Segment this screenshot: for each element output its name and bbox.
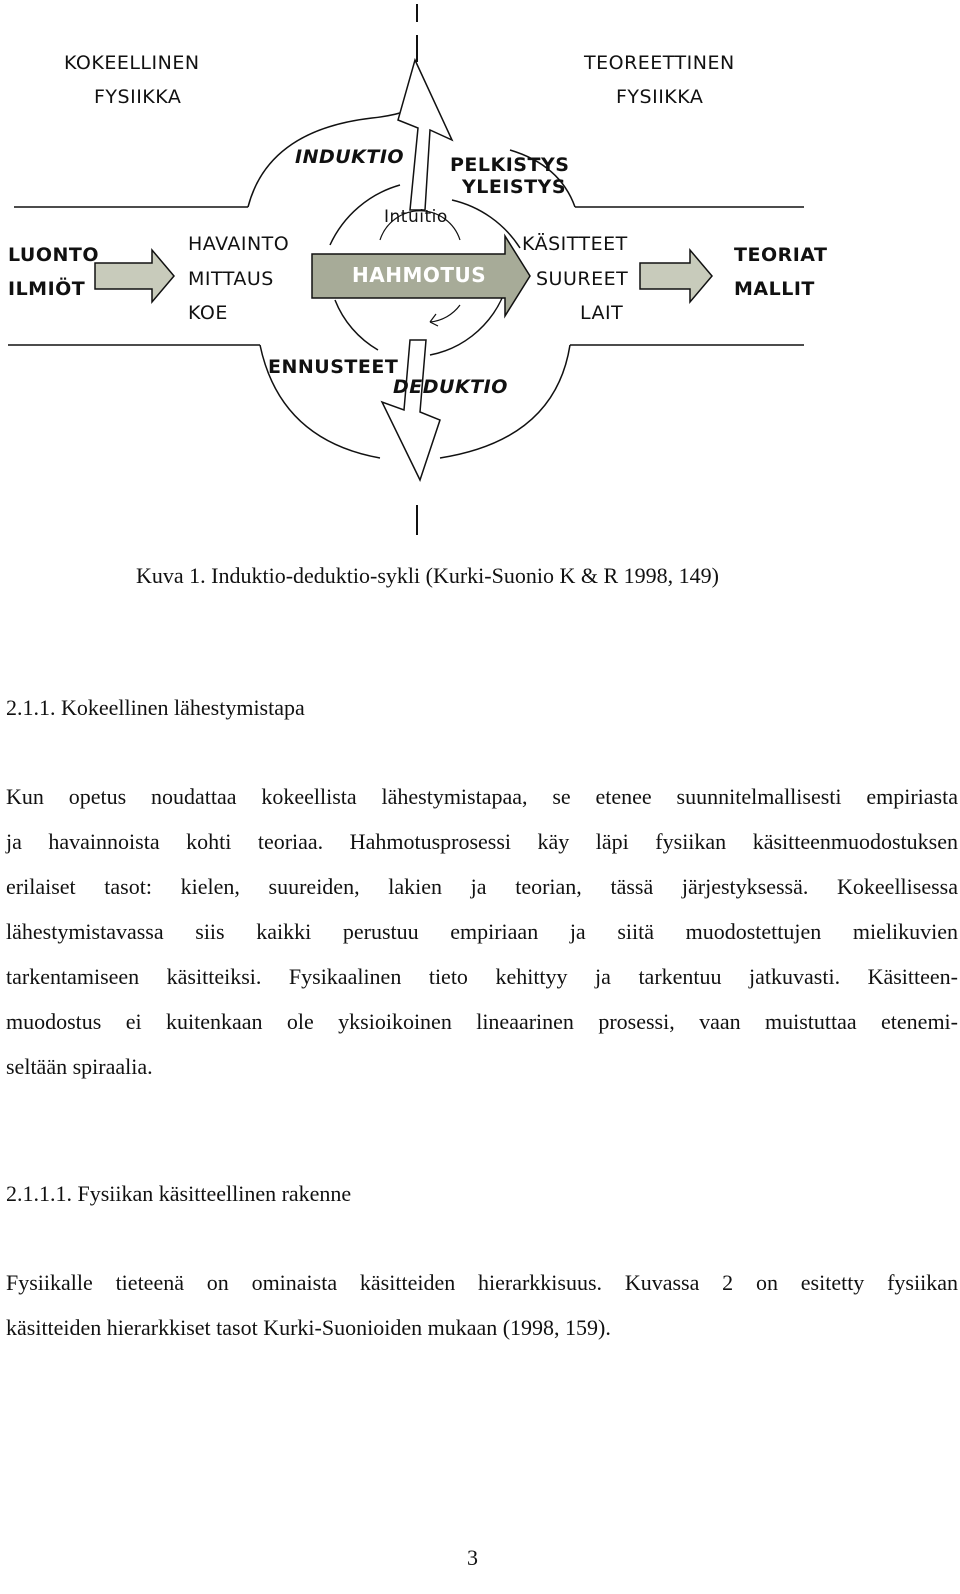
paragraph-line: Fysiikalle tieteenä on ominaista käsitteiden hierarkkisuus. Kuvassa 2 on esitetty fysiikan [6, 1270, 958, 1295]
paragraph-line: lähestymistavassa siis kaikki perustuu empiriaan ja siitä muodostettujen mielikuvien [6, 919, 958, 944]
label-fysiikka-left: FYSIIKKA [94, 86, 182, 108]
label-kasitteet: KÄSITTEET [522, 233, 628, 255]
induktio-arrow [398, 60, 452, 210]
label-ilmiot: ILMIÖT [8, 278, 86, 300]
induction-deduction-diagram [0, 0, 960, 545]
label-luonto: LUONTO [8, 244, 100, 266]
label-kokeellinen: KOKEELLINEN [64, 52, 200, 74]
paragraph-2 [6, 1260, 958, 1350]
label-induktio: INDUKTIO [295, 146, 405, 168]
paragraph-line: ja havainnoista kohti teoriaa. Hahmotusprosessi käy läpi fysiikan käsitteenmuodostuksen [6, 829, 958, 854]
figure-caption: Kuva 1. Induktio-deduktio-sykli (Kurki-Suonio K & R 1998, 149) [136, 563, 719, 588]
paragraph-line: muodostus ei kuitenkaan ole yksioikoinen lineaarinen prosessi, vaan muistuttaa etenemi- [6, 1009, 958, 1034]
label-mallit: MALLIT [734, 278, 815, 300]
section-heading-1: 2.1.1. Kokeellinen lähestymistapa [6, 695, 305, 720]
paragraph-line: Kun opetus noudattaa kokeellista lähestymistapaa, se etenee suunnitelmallisesti empiriasta [6, 784, 958, 809]
section-heading-2: 2.1.1.1. Fysiikan käsitteellinen rakenne [6, 1181, 352, 1206]
paragraph-line: erilaiset tasot: kielen, suureiden, lakien ja teorian, tässä järjestyksessä. Kokeellisessa [6, 874, 958, 899]
label-lait: LAIT [580, 302, 624, 324]
label-yleistys: YLEISTYS [462, 176, 567, 198]
paragraph-1 [6, 774, 958, 1089]
label-fysiikka-right: FYSIIKKA [616, 86, 704, 108]
label-suureet: SUUREET [536, 268, 629, 290]
label-koe: KOE [188, 302, 228, 324]
paragraph-line: käsitteiden hierarkkiset tasot Kurki-Suonioiden mukaan (1998, 159). [6, 1315, 611, 1340]
label-havainto: HAVAINTO [188, 233, 290, 255]
paragraph-line: seltään spiraalia. [6, 1054, 153, 1079]
label-ennusteet: ENNUSTEET [268, 356, 399, 378]
label-mittaus: MITTAUS [188, 268, 274, 290]
label-teoreettinen: TEOREETTINEN [584, 52, 735, 74]
label-hahmotus: HAHMOTUS [352, 263, 487, 287]
label-intuitio: Intuitio [384, 207, 448, 227]
label-deduktio: DEDUKTIO [393, 376, 508, 398]
label-teoriat: TEORIAT [734, 244, 828, 266]
paragraph-line: tarkentamiseen käsitteiksi. Fysikaalinen tieto kehittyy ja tarkentuu jatkuvasti. Käsitteen- [6, 964, 958, 989]
page-number: 3 [467, 1545, 478, 1570]
label-pelkistys: PELKISTYS [450, 154, 570, 176]
